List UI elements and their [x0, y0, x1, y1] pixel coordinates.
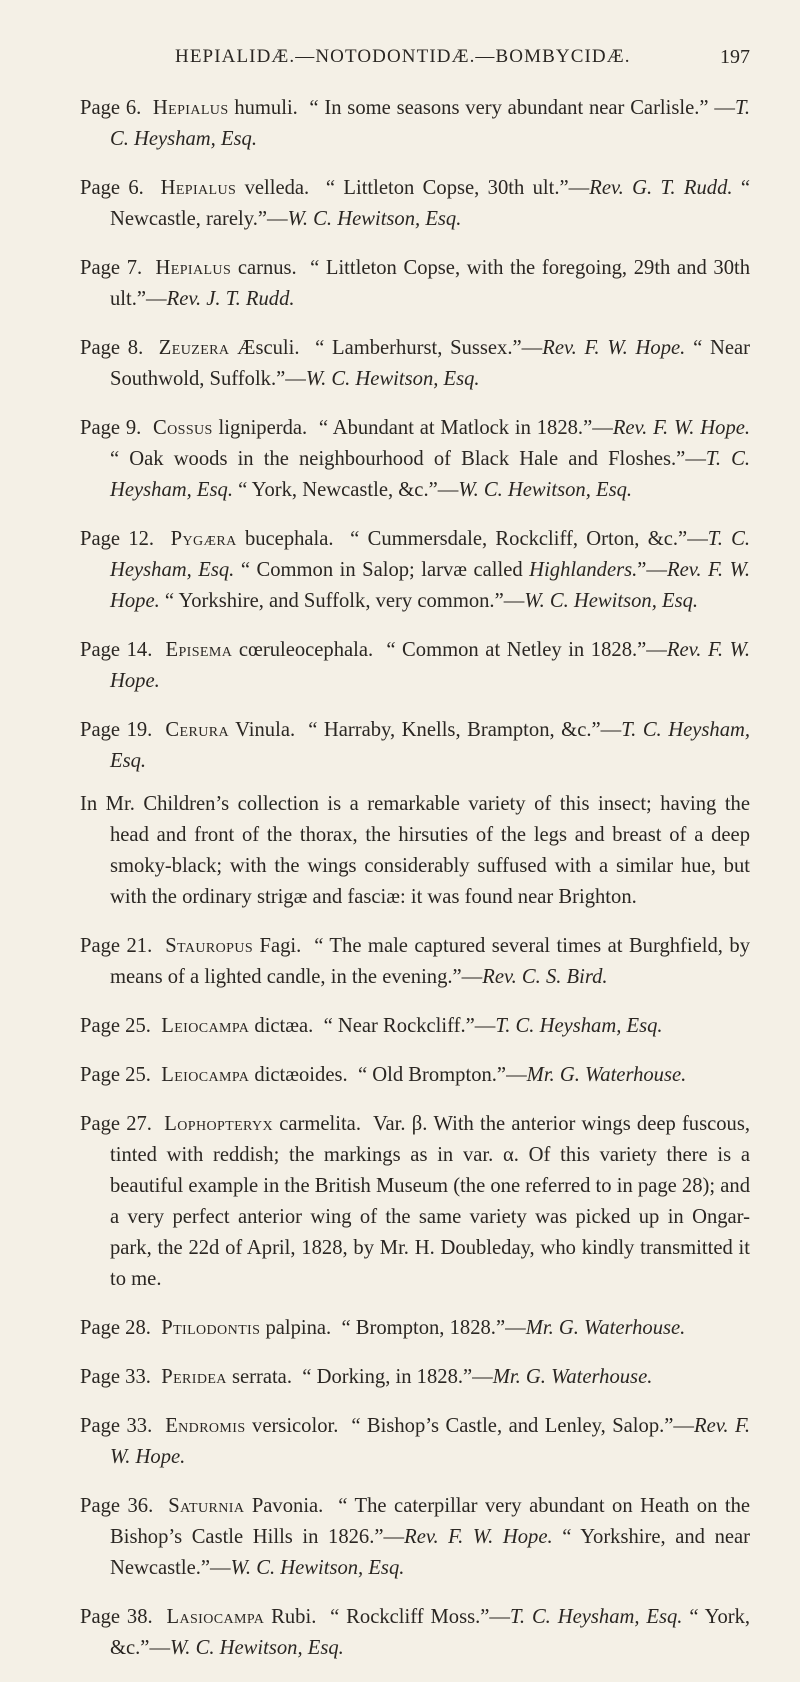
list-item: Page 33. Endromis versicolor. “ Bishop’s Castle, and Lenley, Salop.”—Rev. F. W. Hope.: [80, 1415, 751, 1468]
running-head: [175, 46, 750, 76]
running-head-title: HEPIALIDÆ.—NOTODONTIDÆ.—BOMBYCIDÆ.: [175, 46, 631, 67]
list-item: Page 27. Lophopteryx carmelita. Var. β. With the anterior wings deep fuscous, tinted with reddish; the markings as in var. α. Of this variety there is a beautiful example in the British Museum (the one referred to in page 28); and a very perfect anterior wing of the same variety was picked up in Ongar-park, the 22d of April, 1828, by Mr. H. Doubleday, who kindly transmitted it to me.: [80, 1113, 751, 1290]
list-item: Page 25. Leiocampa dictæa. “ Near Rockcliff.”—T. C. Heysham, Esq.: [80, 1015, 663, 1037]
list-item: Page 25. Leiocampa dictæoides. “ Old Brompton.”—Mr. G. Waterhouse.: [80, 1064, 687, 1086]
list-item: Page 7. Hepialus carnus. “ Littleton Copse, with the foregoing, 29th and 30th ult.”—Rev. J. T. Rudd.: [80, 257, 751, 310]
entry-list: [80, 93, 750, 1682]
list-item: Page 19. Cerura Vinula. “ Harraby, Knells, Brampton, &c.”—T. C. Heysham, Esq.: [80, 719, 751, 772]
list-item: Page 6. Hepialus humuli. “ In some seasons very abundant near Carlisle.” —T. C. Heysham, Esq.: [80, 97, 751, 150]
list-item: Page 33. Peridea serrata. “ Dorking, in 1828.”—Mr. G. Waterhouse.: [80, 1366, 653, 1388]
page-number: 197: [720, 46, 750, 68]
list-item: Page 12. Pygæra bucephala. “ Cummersdale, Rockcliff, Orton, &c.”—T. C. Heysham, Esq. “ Common in Salop; larvæ called Highlanders.”—Rev. F. W. Hope. “ Yorkshire, and Suffolk, very common.”—W. C. Hewitson, Esq.: [80, 528, 751, 612]
list-item: Page 38. Lasiocampa Rubi. “ Rockcliff Moss.”—T. C. Heysham, Esq. “ York, &c.”—W. C. Hewitson, Esq.: [80, 1606, 751, 1659]
list-item: Page 36. Saturnia Pavonia. “ The caterpillar very abundant on Heath on the Bishop’s Castle Hills in 1826.”—Rev. F. W. Hope. “ Yorkshire, and near Newcastle.”—W. C. Hewitson, Esq.: [80, 1495, 751, 1579]
list-item: Page 8. Zeuzera Æsculi. “ Lamberhurst, Sussex.”—Rev. F. W. Hope. “ Near Southwold, Suffolk.”—W. C. Hewitson, Esq.: [80, 337, 750, 390]
list-item: Page 21. Stauropus Fagi. “ The male captured several times at Burghfield, by means of a lighted candle, in the evening.”—Rev. C. S. Bird.: [80, 935, 751, 988]
list-item: Page 28. Ptilodontis palpina. “ Brompton, 1828.”—Mr. G. Waterhouse.: [80, 1317, 686, 1339]
list-item: Page 6. Hepialus velleda. “ Littleton Copse, 30th ult.”—Rev. G. T. Rudd. “ Newcastle, rarely.”—W. C. Hewitson, Esq.: [80, 177, 751, 230]
list-item: In Mr. Children’s collection is a remarkable variety of this insect; having the head and front of the thorax, the hirsuties of the legs and breast of a deep smoky-black; with the wings considerably suffused with a similar hue, but with the ordinary strigæ and fasciæ: it was found near Brighton.: [80, 793, 750, 908]
list-item: Page 9. Cossus ligniperda. “ Abundant at Matlock in 1828.”—Rev. F. W. Hope. “ Oak woods in the neighbourhood of Black Hale and Floshes.”—T. C. Heysham, Esq. “ York, Newcastle, &c.”—W. C. Hewitson, Esq.: [80, 417, 751, 501]
list-item: Page 14. Episema cœruleocephala. “ Common at Netley in 1828.”—Rev. F. W. Hope.: [80, 639, 751, 692]
